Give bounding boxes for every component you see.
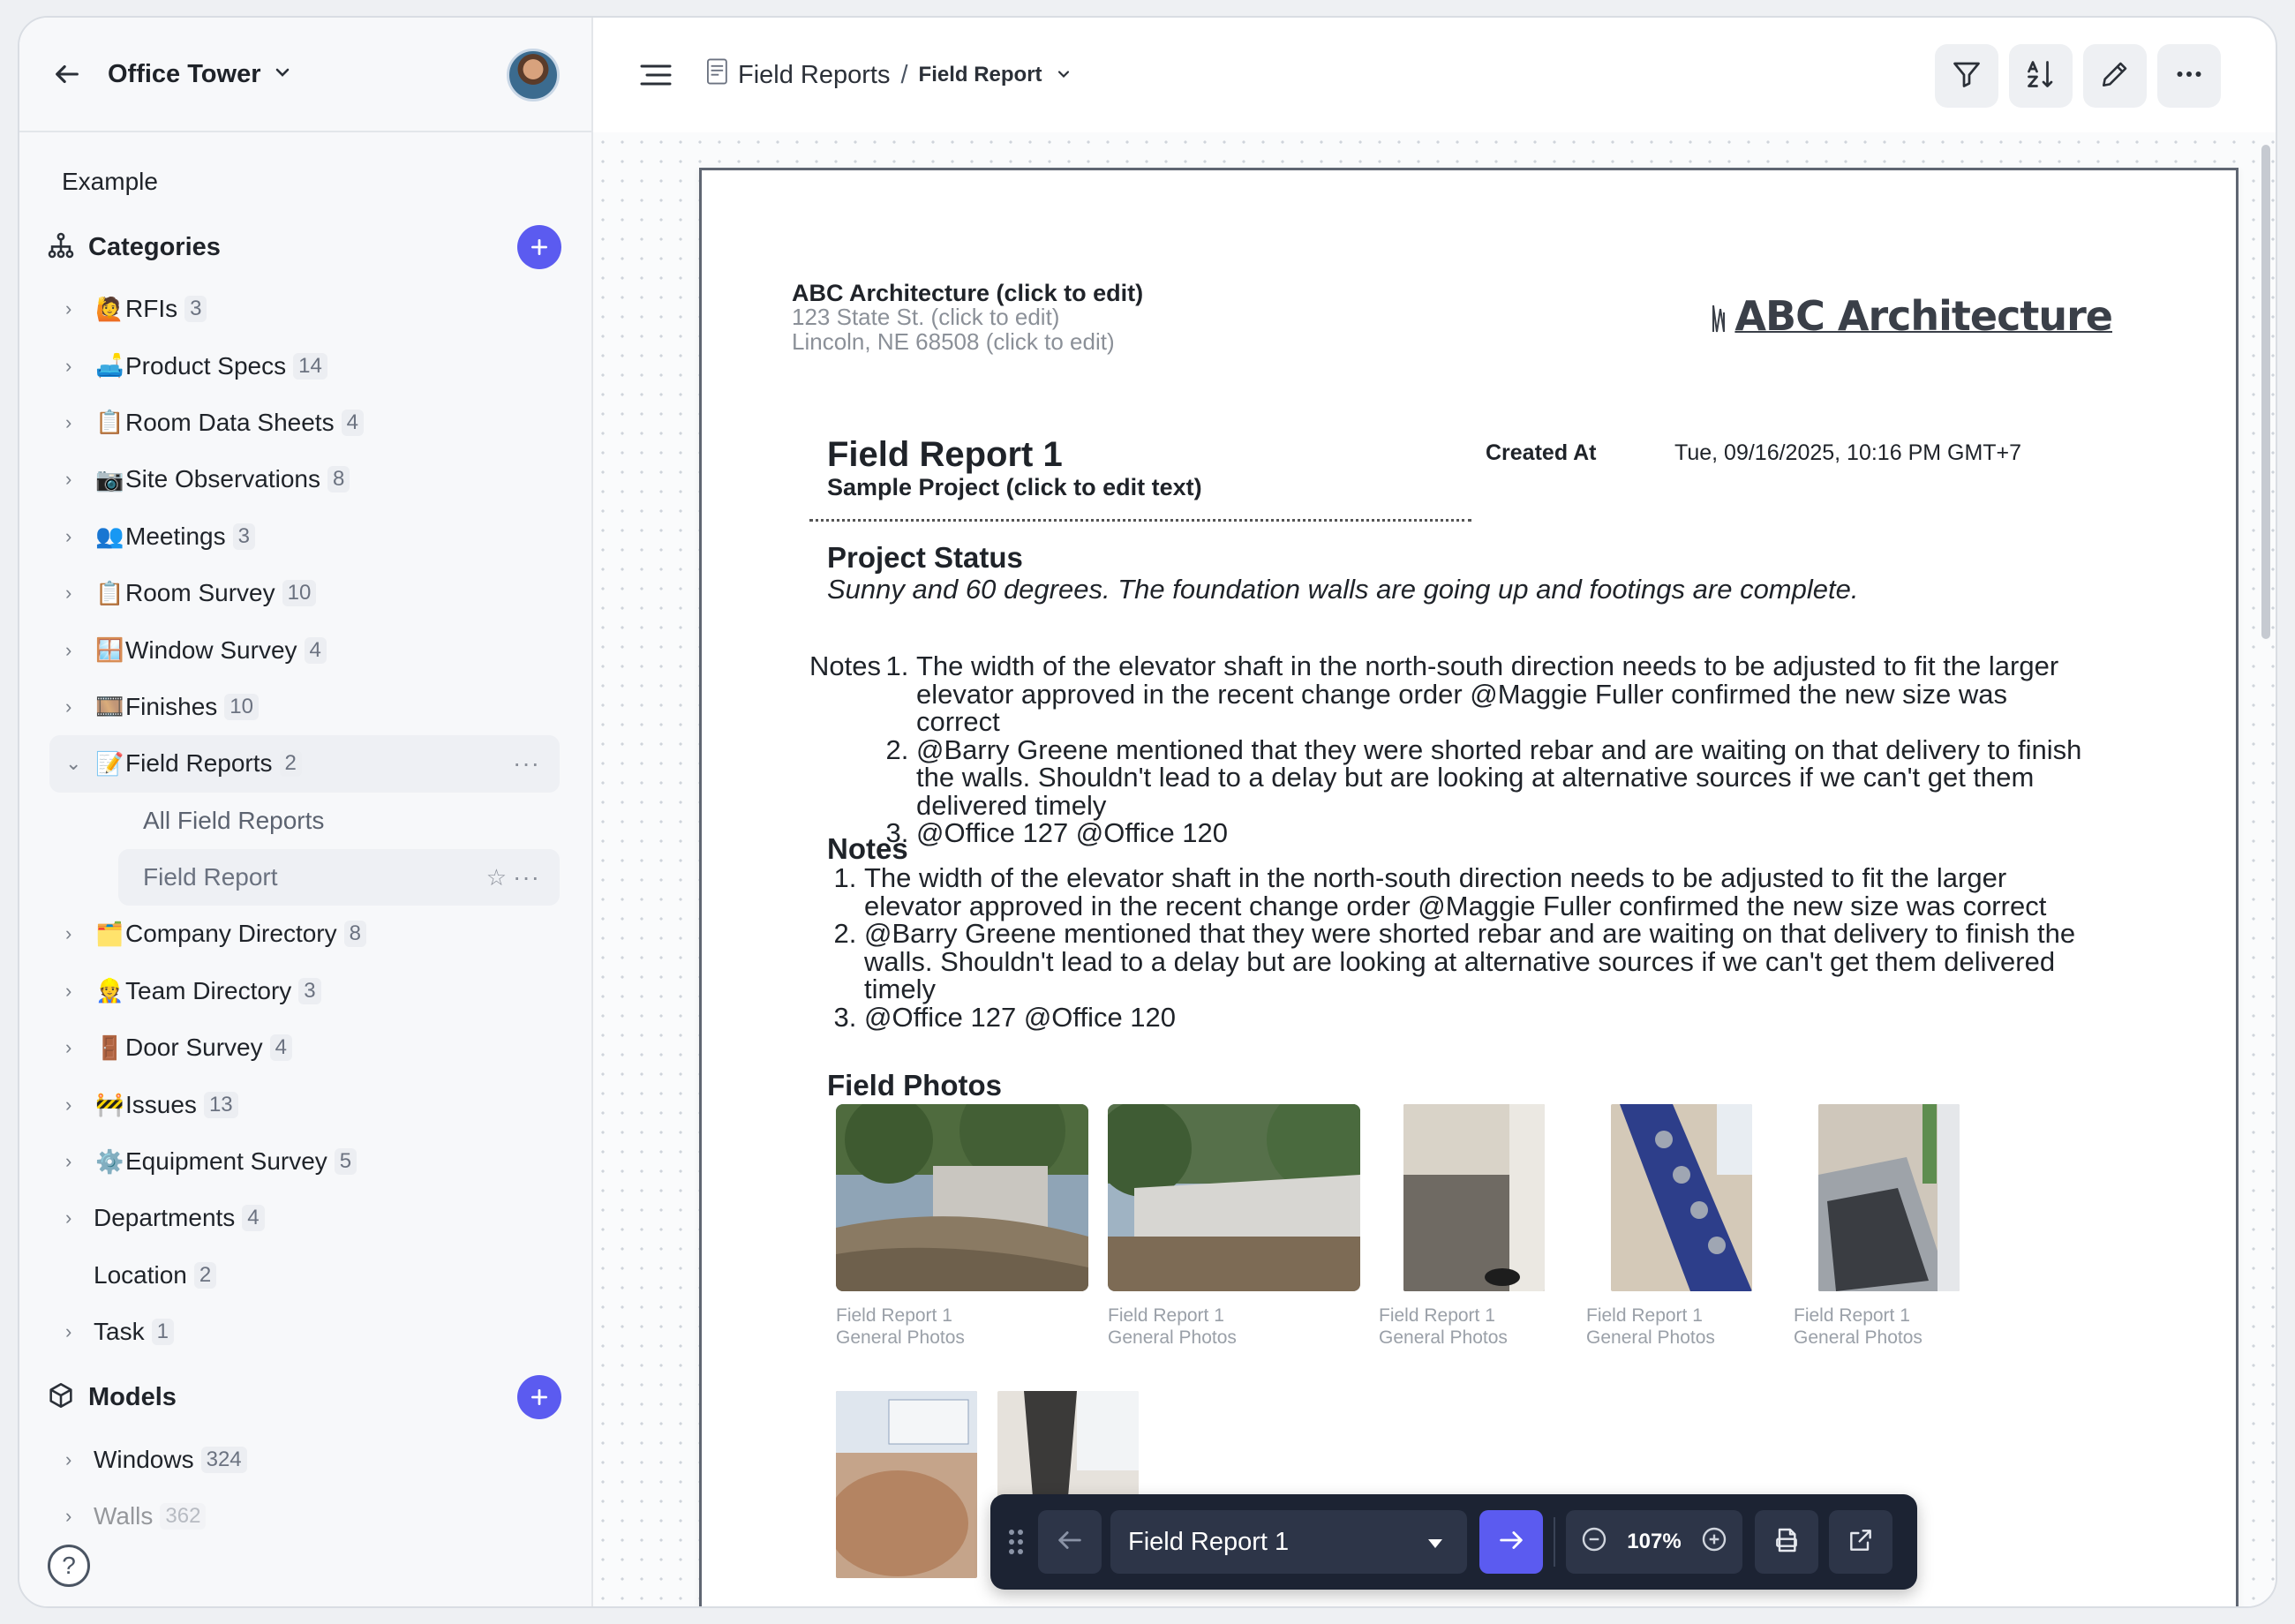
sidebar-item-company-directory[interactable]: [19, 906, 591, 962]
note-item: 1. The width of the elevator shaft in the north-south direction needs to be adjusted to fit the larger elevator approved in the recent change order @Maggie Fuller confirmed the new size was correct: [916, 652, 2098, 736]
caption-line-1: Field Report 1: [836, 1305, 952, 1326]
models-header: [19, 1364, 591, 1431]
category-label: Room Data Sheets: [125, 408, 335, 436]
export-pdf-button[interactable]: [1755, 1510, 1818, 1574]
category-count: 3: [233, 523, 255, 550]
chevron-right-icon[interactable]: ›: [65, 695, 72, 718]
note-item: 2. @Barry Greene mentioned that they were shorted rebar and are waiting on that delivery to finish the walls. Shouldn't lead to a delay but are looking at alternative sources if we can't get them delivered timely: [916, 736, 2098, 820]
sidebar-item-departments[interactable]: [19, 1190, 591, 1246]
category-count: 3: [298, 978, 320, 1004]
caption-line-1: Field Report 1: [1586, 1305, 1703, 1326]
category-count: 4: [342, 410, 364, 436]
zoom-out-icon[interactable]: [1580, 1525, 1608, 1560]
sidebar-item-finishes[interactable]: [19, 679, 591, 735]
breadcrumb-parent[interactable]: Field Reports: [738, 60, 891, 89]
sidebar-item-door-survey[interactable]: [19, 1019, 591, 1076]
report-select-value: Field Report 1: [1128, 1527, 1290, 1556]
caption-line-1: Field Report 1: [1108, 1305, 1224, 1326]
category-emoji: 🙋: [95, 295, 124, 322]
sidebar-item-room-survey[interactable]: [19, 565, 591, 621]
scrollbar[interactable]: [2261, 145, 2270, 639]
edit-button[interactable]: [2083, 44, 2147, 108]
hierarchy-icon: [46, 230, 76, 265]
external-link-icon: [1847, 1526, 1875, 1559]
categories-label: Categories: [88, 232, 221, 261]
note-item: 1. The width of the elevator shaft in the north-south direction needs to be adjusted to fit the larger elevator approved in the recent change order @Maggie Fuller confirmed the new size was correct: [864, 864, 2081, 920]
sidebar-header: [19, 18, 591, 132]
category-label: Field Reports: [125, 749, 273, 778]
caption-line-1: Field Report 1: [1379, 1305, 1495, 1326]
more-options-icon[interactable]: ···: [513, 749, 540, 778]
model-count: 362: [160, 1503, 206, 1530]
breadcrumb-separator: /: [900, 60, 908, 89]
notes-list: [916, 652, 2098, 847]
models-label: Models: [88, 1382, 177, 1411]
caption-line-2: General Photos: [1379, 1327, 1508, 1348]
sidebar-example-label[interactable]: Example: [62, 168, 158, 195]
zoom-control: [1566, 1510, 1742, 1574]
zoom-in-icon[interactable]: [1700, 1525, 1728, 1560]
sidebar-item-room-data-sheets[interactable]: [19, 395, 591, 451]
sidebar-item-site-observations[interactable]: [19, 451, 591, 508]
field-photo[interactable]: [836, 1391, 977, 1578]
sidebar-item-product-specs[interactable]: [19, 337, 591, 394]
drag-handle-icon[interactable]: [1003, 1527, 1029, 1557]
category-count: 14: [293, 353, 327, 380]
caption-line-1: Field Report 1: [1794, 1305, 1910, 1326]
note-item: 3. @Office 127 @Office 120: [916, 819, 2098, 847]
note-item: 3. @Office 127 @Office 120: [864, 1004, 2081, 1032]
category-label: Task: [94, 1318, 145, 1346]
chevron-right-icon[interactable]: ›: [65, 979, 72, 1002]
category-tree: [19, 281, 591, 1360]
created-at-value: Tue, 09/16/2025, 10:16 PM GMT+7: [1674, 440, 2022, 465]
caret-down-icon: [1426, 1528, 1444, 1557]
category-label: Window Survey: [125, 635, 297, 664]
category-emoji: 🎞️: [95, 693, 124, 720]
sidebar-item-field-reports[interactable]: [49, 735, 560, 792]
add-model-button[interactable]: [517, 1375, 561, 1419]
sidebar-item-all-field-reports[interactable]: [19, 793, 591, 849]
sidebar-item-task[interactable]: [19, 1304, 591, 1360]
chevron-right-icon[interactable]: ›: [65, 354, 72, 377]
project-status-text: Sunny and 60 degrees. The foundation walls are going up and footings are complete.: [827, 574, 1859, 605]
view-label: All Field Reports: [143, 806, 325, 834]
photo-caption: [1108, 1304, 1237, 1349]
document-icon: [704, 57, 731, 93]
sort-button[interactable]: [2009, 44, 2073, 108]
category-emoji: 🚧: [95, 1091, 124, 1118]
model-label: Walls: [94, 1502, 154, 1530]
sidebar-item-window-survey[interactable]: [19, 621, 591, 678]
category-count: 8: [344, 921, 366, 947]
more-options-icon[interactable]: ···: [513, 863, 540, 891]
category-emoji: 👷: [95, 977, 124, 1004]
back-arrow-icon[interactable]: [46, 53, 88, 95]
field-photo[interactable]: [1403, 1104, 1545, 1291]
sort-icon: [2025, 58, 2057, 94]
previous-report-button[interactable]: [1038, 1510, 1102, 1574]
report-title: Field Report 1: [827, 435, 1063, 474]
notes-list: [864, 864, 2081, 1031]
toolbar: [1935, 44, 2221, 108]
arrow-right-icon: [1496, 1525, 1526, 1560]
category-emoji: 📷: [95, 465, 124, 492]
field-photo[interactable]: [1818, 1104, 1960, 1291]
report-page: [699, 168, 2239, 1608]
notes-field: [809, 652, 2098, 847]
category-label: Door Survey: [125, 1034, 263, 1062]
model-label: Windows: [94, 1445, 194, 1473]
category-label: Product Specs: [125, 351, 287, 380]
field-photos-heading: Field Photos: [827, 1069, 1002, 1101]
category-emoji: ⚙️: [95, 1147, 124, 1175]
chevron-right-icon[interactable]: ›: [65, 410, 72, 433]
photo-caption: [836, 1304, 965, 1349]
caption-line-2: General Photos: [1586, 1327, 1715, 1348]
sidebar-item-meetings[interactable]: [19, 508, 591, 565]
category-emoji: 🛋️: [95, 352, 124, 380]
top-bar: [593, 18, 2276, 132]
chevron-right-icon[interactable]: ›: [65, 524, 72, 547]
category-label: Finishes: [125, 692, 218, 720]
logo-text: ABC Architecture: [1734, 292, 2112, 340]
category-count: 1: [152, 1319, 174, 1345]
next-report-button[interactable]: [1479, 1510, 1543, 1574]
chevron-right-icon[interactable]: ›: [65, 468, 72, 491]
category-count: 10: [282, 580, 317, 606]
address-line-2: Lincoln, NE 68508 (click to edit): [792, 328, 1115, 355]
category-count: 13: [204, 1092, 238, 1118]
caption-line-2: General Photos: [1794, 1327, 1923, 1348]
sidebar-item-field-report[interactable]: [118, 849, 560, 906]
company-address[interactable]: [792, 304, 1115, 354]
report-select[interactable]: [1110, 1510, 1467, 1574]
company-name[interactable]: ABC Architecture (click to edit): [792, 280, 1144, 306]
company-logo: [1708, 292, 2112, 340]
category-emoji: 📝: [95, 749, 124, 777]
field-photo[interactable]: [836, 1104, 1088, 1291]
note-item: 2. @Barry Greene mentioned that they were shorted rebar and are waiting on that delivery to finish the walls. Shouldn't lead to a delay but are looking at alternative sources if we can't get them delivered timely: [864, 920, 2081, 1004]
category-count: 4: [270, 1034, 292, 1061]
chevron-right-icon[interactable]: ›: [65, 1093, 72, 1116]
category-emoji: 🗂️: [95, 920, 124, 947]
breadcrumb: [704, 57, 1072, 93]
divider: [809, 519, 1471, 522]
sidebar-body: [19, 132, 591, 1606]
chevron-down-icon[interactable]: [272, 62, 293, 87]
category-count: 3: [184, 296, 207, 322]
photo-caption: [1586, 1304, 1715, 1349]
category-count: 4: [305, 637, 327, 664]
pencil-icon: [2100, 59, 2130, 94]
category-label: Room Survey: [125, 579, 275, 607]
sidebar-item-team-directory[interactable]: [19, 963, 591, 1019]
category-label: Equipment Survey: [125, 1147, 327, 1176]
sidebar: [19, 18, 593, 1606]
report-navigation-bar: [990, 1494, 1917, 1590]
add-category-button[interactable]: [517, 225, 561, 269]
star-icon[interactable]: ☆: [485, 863, 507, 891]
chevron-down-icon[interactable]: ⌄: [65, 752, 82, 775]
chevron-right-icon[interactable]: ›: [65, 1505, 72, 1527]
category-label: Issues: [125, 1090, 197, 1118]
cube-icon: [46, 1380, 76, 1415]
category-count: 4: [242, 1205, 264, 1231]
category-label: Company Directory: [125, 920, 337, 948]
view-label: Field Report: [143, 863, 278, 891]
category-count: 5: [335, 1148, 357, 1175]
main-content: [593, 18, 2276, 1606]
photo-caption: [1794, 1304, 1923, 1349]
chevron-right-icon[interactable]: ›: [65, 638, 72, 661]
chevron-down-icon[interactable]: [1055, 61, 1072, 90]
breadcrumb-current[interactable]: Field Report: [918, 63, 1042, 86]
category-emoji: 🪟: [95, 636, 124, 664]
sidebar-item-rfis[interactable]: [19, 281, 591, 337]
category-label: Meetings: [125, 522, 226, 550]
caption-line-2: General Photos: [836, 1327, 965, 1348]
logo-mark-icon: [1708, 297, 1734, 335]
category-emoji: 👥: [95, 523, 124, 550]
category-emoji: 📋: [95, 579, 124, 606]
app-window: [18, 16, 2277, 1608]
pdf-icon: [1772, 1526, 1801, 1559]
chevron-right-icon[interactable]: ›: [65, 582, 72, 605]
sidebar-item-location[interactable]: [19, 1247, 591, 1304]
chevron-right-icon[interactable]: ›: [65, 297, 72, 320]
created-at-label: Created At: [1486, 440, 1597, 465]
help-button[interactable]: ?: [48, 1545, 90, 1587]
avatar[interactable]: [507, 49, 560, 102]
address-line-1: 123 State St. (click to edit): [792, 304, 1060, 330]
field-photo[interactable]: [1611, 1104, 1752, 1291]
categories-header: [19, 214, 591, 281]
report-canvas: [593, 132, 2276, 1606]
sidebar-item-issues[interactable]: [19, 1076, 591, 1132]
category-label: Team Directory: [125, 976, 292, 1004]
sidebar-item-equipment-survey[interactable]: [19, 1133, 591, 1190]
category-count: 2: [194, 1262, 216, 1289]
category-count: 8: [327, 466, 350, 492]
arrow-left-icon: [1055, 1525, 1085, 1560]
chevron-right-icon[interactable]: ›: [65, 1447, 72, 1470]
filter-button[interactable]: [1935, 44, 1998, 108]
menu-toggle-icon[interactable]: [639, 57, 674, 93]
category-label: Site Observations: [125, 465, 320, 493]
category-label: Location: [94, 1260, 187, 1289]
more-button[interactable]: [2157, 44, 2221, 108]
sidebar-item-windows[interactable]: [19, 1431, 591, 1487]
sidebar-item-walls[interactable]: [19, 1488, 591, 1545]
chevron-right-icon[interactable]: ›: [65, 1150, 72, 1173]
caption-line-2: General Photos: [1108, 1327, 1237, 1348]
field-photo[interactable]: [1108, 1104, 1360, 1291]
category-label: RFIs: [125, 295, 178, 323]
report-subtitle[interactable]: Sample Project (click to edit text): [827, 474, 1202, 500]
zoom-level: 107%: [1627, 1530, 1682, 1553]
notes-section: [827, 864, 2081, 1031]
notes-label: Notes: [809, 650, 881, 681]
more-horizontal-icon: [2173, 58, 2205, 94]
model-tree: [19, 1431, 591, 1545]
chevron-right-icon[interactable]: ›: [65, 922, 72, 945]
divider: [1554, 1517, 1555, 1567]
chevron-right-icon[interactable]: ›: [65, 1207, 72, 1229]
category-count: 2: [280, 750, 302, 777]
notes-heading: Notes: [827, 832, 908, 865]
category-label: Departments: [94, 1204, 236, 1232]
category-emoji: 🚪: [95, 1034, 124, 1061]
project-name[interactable]: Office Tower: [108, 59, 261, 88]
project-status-heading: Project Status: [827, 541, 1023, 574]
open-external-button[interactable]: [1829, 1510, 1892, 1574]
chevron-right-icon[interactable]: ›: [65, 1320, 72, 1343]
chevron-right-icon[interactable]: ›: [65, 1036, 72, 1059]
category-emoji: 📋: [95, 409, 124, 436]
photo-caption: [1379, 1304, 1508, 1349]
filter-icon: [1951, 58, 1983, 94]
model-count: 324: [201, 1447, 247, 1473]
category-count: 10: [224, 694, 259, 720]
